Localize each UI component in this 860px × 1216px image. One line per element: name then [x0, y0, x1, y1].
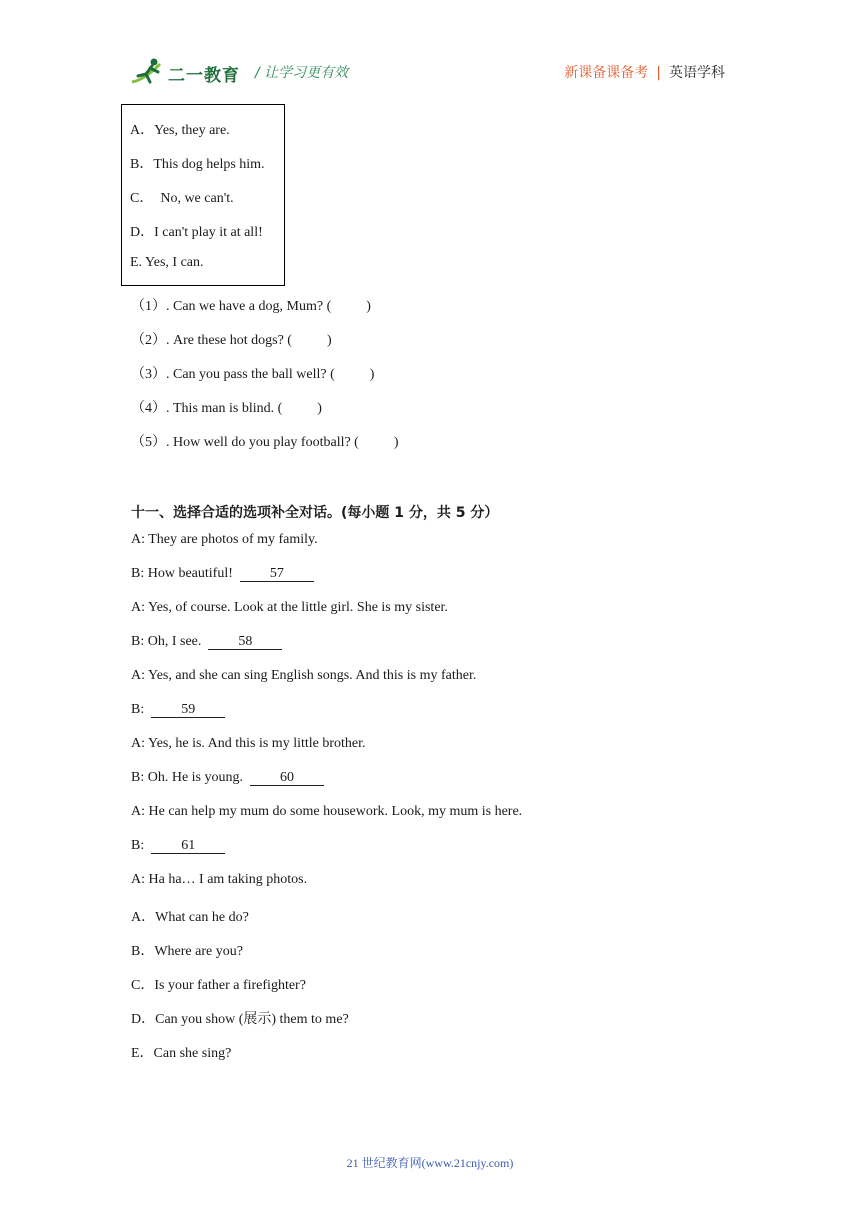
- dialogue-line: B: 59: [131, 702, 225, 718]
- question-1: （1）. Can we have a dog, Mum? ( ): [131, 299, 371, 314]
- logo: [130, 56, 242, 88]
- choice-c: C．Is your father a firefighter?: [131, 978, 306, 993]
- dialogue-line: A: He can help my mum do some housework. Look, my mum is here.: [131, 804, 523, 819]
- section-11-title: 十一、选择合适的选项补全对话。(每小题 1 分，共 5 分）: [131, 505, 499, 521]
- option-b: B．This dog helps him.: [130, 157, 265, 172]
- dialogue-line: A: Yes, and she can sing English songs. And this is my father.: [131, 668, 477, 683]
- option-d: D．I can't play it at all!: [130, 225, 263, 240]
- option-a: A．Yes, they are.: [130, 123, 230, 138]
- dialogue-line: A: Yes, he is. And this is my little brother.: [131, 736, 366, 751]
- dialogue-line: B: Oh, I see. 58: [131, 634, 282, 650]
- page-footer: 21 世纪教育网(www.21cnjy.com): [346, 1156, 514, 1170]
- header-subject: [564, 62, 725, 82]
- slogan: / 让学习更有效: [255, 65, 349, 81]
- answer-blank: 58: [208, 634, 282, 650]
- choice-a: A．What can he do?: [131, 910, 249, 925]
- header-course-label: 新课备课备考: [564, 65, 649, 81]
- runner-icon: [130, 56, 170, 88]
- choice-d: D．Can you show (展示) them to me?: [131, 1012, 349, 1027]
- answer-blank: 61: [151, 838, 225, 854]
- header-separator: |: [656, 65, 661, 81]
- page-header: [130, 56, 725, 90]
- option-c: C． No, we can't.: [130, 191, 234, 206]
- header-subject-label: 英语学科: [669, 65, 725, 81]
- dialogue-line: B: How beautiful! 57: [131, 566, 314, 582]
- answer-blank: 59: [151, 702, 225, 718]
- answer-blank: 60: [250, 770, 324, 786]
- dialogue-line: B: 61: [131, 838, 225, 854]
- answer-blank: 57: [240, 566, 314, 582]
- question-3: （3）. Can you pass the ball well? ( ): [131, 367, 375, 382]
- question-5: （5）. How well do you play football? ( ): [131, 435, 399, 450]
- matching-options-box: [121, 104, 285, 286]
- dialogue-line: A: Ha ha… I am taking photos.: [131, 872, 308, 887]
- option-e: E. Yes, I can.: [130, 255, 204, 270]
- question-2: （2）. Are these hot dogs? ( ): [131, 333, 332, 348]
- dialogue-line: A: Yes, of course. Look at the little girl. She is my sister.: [131, 600, 448, 615]
- dialogue-line: A: They are photos of my family.: [131, 532, 318, 547]
- choice-e: E．Can she sing?: [131, 1046, 232, 1061]
- dialogue-line: B: Oh. He is young. 60: [131, 770, 324, 786]
- question-4: （4）. This man is blind. ( ): [131, 401, 322, 416]
- choice-b: B．Where are you?: [131, 944, 243, 959]
- logo-text: 二一教育: [168, 66, 240, 86]
